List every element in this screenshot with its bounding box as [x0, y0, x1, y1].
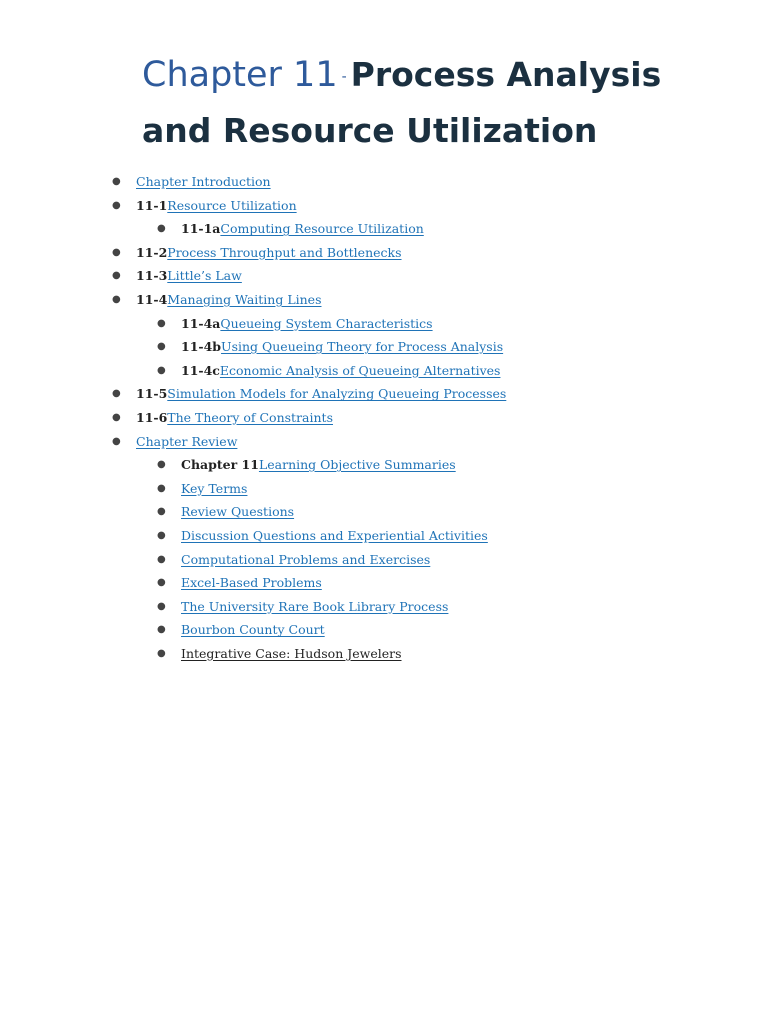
- toc-link-queueing-system-characteristics[interactable]: Queueing System Characteristics: [220, 315, 433, 331]
- bullet-icon: ●: [157, 223, 166, 235]
- toc-item-11-4c: [0, 359, 768, 383]
- toc-item-11-4b: [0, 335, 768, 359]
- bullet-icon: ●: [157, 647, 166, 659]
- section-number: 11-1: [136, 197, 168, 213]
- toc-link-computational-problems[interactable]: Computational Problems and Exercises: [181, 551, 431, 567]
- toc-item-11-4a: [0, 312, 768, 336]
- toc-item-integrative-case: [0, 642, 768, 666]
- toc-link-economic-analysis[interactable]: Economic Analysis of Queueing Alternatives: [219, 362, 501, 378]
- bullet-icon: ●: [112, 293, 121, 305]
- page-title: [142, 48, 742, 158]
- toc-link-review-questions[interactable]: Review Questions: [181, 504, 295, 520]
- bullet-icon: ●: [112, 199, 121, 211]
- toc-link-resource-utilization[interactable]: Resource Utilization: [167, 197, 297, 213]
- toc-item-11-6: [0, 406, 768, 430]
- toc-item-11-1a: [0, 217, 768, 241]
- bullet-icon: ●: [157, 506, 166, 518]
- bullet-icon: ●: [157, 459, 166, 471]
- chapter-heading-title: Process Analysis and Resource Utilization: [142, 55, 662, 150]
- toc-item-11-3: [0, 264, 768, 288]
- toc-link-computing-resource-utilization[interactable]: Computing Resource Utilization: [220, 221, 424, 237]
- section-number: 11-4: [136, 291, 168, 307]
- bullet-icon: ●: [157, 553, 166, 565]
- toc-item-review-questions: [0, 500, 768, 524]
- bullet-icon: ●: [112, 435, 121, 447]
- toc-link-littles-law[interactable]: Little’s Law: [167, 268, 242, 284]
- table-of-contents: [0, 170, 768, 665]
- toc-item-learning-objectives: [0, 453, 768, 477]
- toc-item-chapter-review: [0, 430, 768, 454]
- title-dash: -: [341, 68, 347, 85]
- bullet-icon: ●: [112, 270, 121, 282]
- toc-item-11-1: [0, 194, 768, 218]
- toc-link-managing-waiting-lines[interactable]: Managing Waiting Lines: [167, 291, 322, 307]
- section-number: 11-5: [136, 386, 168, 402]
- section-number: 11-6: [136, 409, 168, 425]
- toc-link-bourbon-county-court[interactable]: Bourbon County Court: [181, 622, 325, 638]
- toc-item-discussion-questions: [0, 524, 768, 548]
- toc-item-computational-problems: [0, 548, 768, 572]
- toc-item-key-terms: [0, 477, 768, 501]
- section-number: 11-1a: [181, 221, 221, 237]
- section-number: 11-3: [136, 268, 168, 284]
- bullet-icon: ●: [112, 411, 121, 423]
- toc-link-process-throughput[interactable]: Process Throughput and Bottlenecks: [167, 244, 402, 260]
- toc-item-chapter-introduction: [0, 170, 768, 194]
- toc-item-11-2: [0, 241, 768, 265]
- bullet-icon: ●: [157, 577, 166, 589]
- bullet-icon: ●: [157, 341, 166, 353]
- bullet-icon: ●: [112, 176, 121, 187]
- toc-link-chapter-introduction[interactable]: Chapter Introduction: [136, 174, 271, 189]
- bullet-icon: ●: [157, 364, 166, 376]
- section-number: 11-4b: [181, 339, 222, 355]
- bullet-icon: ●: [157, 482, 166, 494]
- section-number: 11-2: [136, 244, 168, 260]
- toc-link-using-queueing-theory[interactable]: Using Queueing Theory for Process Analysis: [221, 339, 504, 355]
- toc-link-theory-of-constraints[interactable]: The Theory of Constraints: [167, 409, 333, 425]
- toc-item-rare-book-library: [0, 595, 768, 619]
- toc-link-learning-objective-summaries[interactable]: Learning Objective Summaries: [258, 457, 456, 473]
- bullet-icon: ●: [157, 600, 166, 612]
- bullet-icon: ●: [112, 246, 121, 258]
- section-number: 11-4a: [181, 315, 221, 331]
- bullet-icon: ●: [157, 529, 166, 541]
- toc-item-bourbon-county-court: [0, 618, 768, 642]
- bullet-icon: ●: [157, 317, 166, 329]
- toc-link-simulation-models[interactable]: Simulation Models for Analyzing Queueing Processes: [167, 386, 507, 402]
- toc-item-excel-problems: [0, 571, 768, 595]
- section-number: Chapter 11: [181, 457, 259, 473]
- bullet-icon: ●: [112, 388, 121, 400]
- toc-link-discussion-questions[interactable]: Discussion Questions and Experiential Activities: [181, 527, 488, 543]
- toc-link-excel-based-problems[interactable]: Excel-Based Problems: [181, 575, 322, 591]
- chapter-heading-number: Chapter 11: [142, 55, 338, 95]
- toc-link-chapter-review[interactable]: Chapter Review: [136, 433, 238, 449]
- toc-link-integrative-case[interactable]: Integrative Case: Hudson Jewelers: [181, 645, 402, 661]
- section-number: 11-4c: [181, 362, 220, 378]
- toc-link-key-terms[interactable]: Key Terms: [181, 480, 248, 496]
- toc-link-rare-book-library[interactable]: The University Rare Book Library Process: [181, 598, 449, 614]
- toc-item-11-4: [0, 288, 768, 312]
- bullet-icon: ●: [157, 624, 166, 636]
- toc-item-11-5: [0, 382, 768, 406]
